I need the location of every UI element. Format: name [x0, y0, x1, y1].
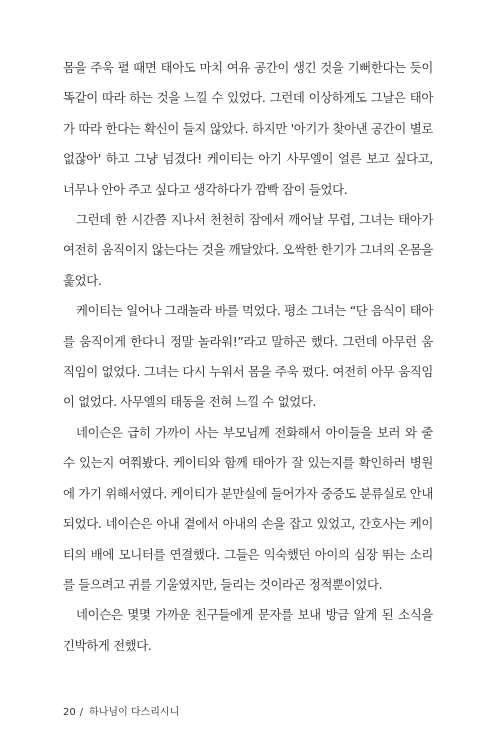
paragraph: 네이슨은 급히 가까이 사는 부모님께 전화해서 아이들을 보러 와 줄 수 있는지 여쭤봤다. 케이티와 함께 태아가 잘 있는지를 확인하러 병원에 가기 위해서였다. 케이티가 분만실에 들어가자 중증도 분류실로 안내되었다. 네이슨은 아내 곁에서 아내의 손을 잡고 있었고, 간호사는 케이티의 배에 모니터를 연결했다. 그들은 익숙했던 아이의 심장 뛰는 소리를 들으려고 귀를 기울였지만, 들리는 것이라곤 정적뿐이었다.: [63, 424, 433, 592]
footer-separator: /: [79, 707, 84, 718]
paragraph: 케이티는 일어나 그래놀라 바를 먹었다. 평소 그녀는 “단 음식이 태아를 움직이게 한다니 정말 놀라워!”라고 말하곤 했다. 그런데 아무런 움직임이 없었다. 그녀는 다시 누워서 몸을 주욱 폈다. 여전히 아무 움직임이 없었다. 사무엘의 태동을 전혀 느낄 수 없었다.: [63, 303, 433, 410]
body-text: [63, 53, 433, 661]
paragraph: 네이슨은 몇몇 가까운 친구들에게 문자를 보내 방금 알게 된 소식을 긴박하게 전했다.: [63, 607, 433, 653]
paragraph: 그런데 한 시간쯤 지나서 천천히 잠에서 깨어날 무렵, 그녀는 태아가 여전히 움직이지 않는다는 것을 깨달았다. 오싹한 한기가 그녀의 온몸을 훑었다.: [63, 212, 433, 288]
page-footer: [63, 703, 179, 718]
paragraph: 몸을 주욱 펼 때면 태아도 마치 여유 공간이 생긴 것을 기뻐한다는 듯이 똑같이 따라 하는 것을 느낄 수 있었다. 그런데 이상하게도 그날은 태아가 따라 한다는 확신이 들지 않았다. 하지만 '아기가 찾아낸 공간이 별로 없잖아' 하고 그냥 넘겼다! 케이티는 아기 사무엘이 얼른 보고 싶다고, 너무나 안아 주고 싶다고 생각하다가 깜빡 잠이 들었다.: [63, 60, 433, 197]
page-number: 20: [63, 707, 76, 718]
running-title: 하나님이 다스리시니: [89, 707, 180, 718]
